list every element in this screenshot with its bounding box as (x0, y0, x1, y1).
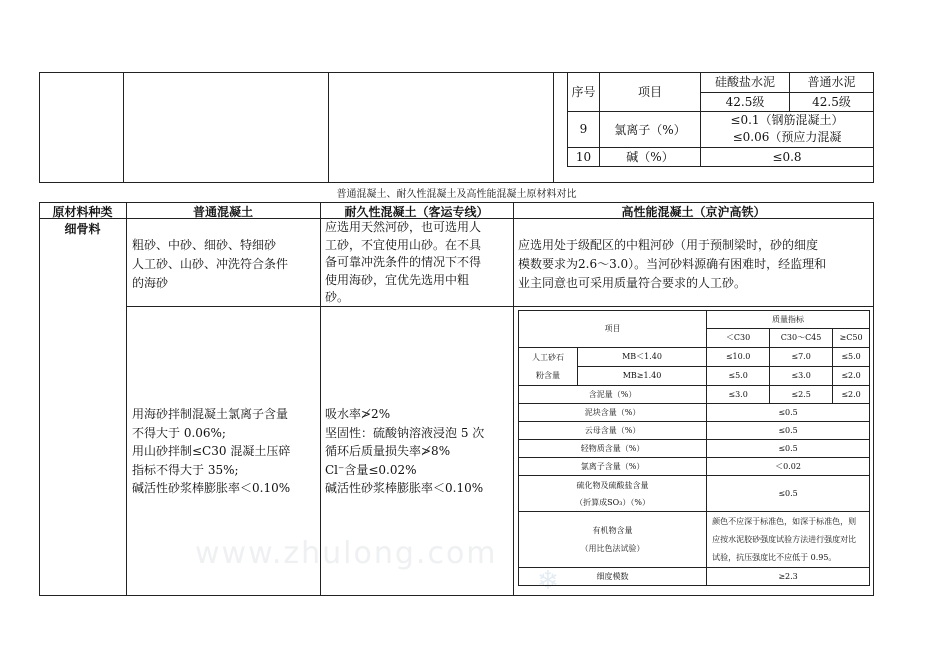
row9-value-line2: ≤0.06（预应力混凝 (732, 130, 842, 144)
category-fine-aggregate: 细骨料 (64, 222, 101, 236)
cell-header-cement-a: 硅酸盐水泥 (701, 72, 790, 92)
normal-row1-text: 粗砂、中砂、细砂、特细砂 人工砂、山砂、冲洗符合条件 的海砂 (132, 238, 289, 290)
qt-powder-label: 人工砂石 粉含量 (519, 348, 578, 386)
header-normal-concrete: 普通混凝土 (192, 205, 253, 219)
normal-row2-text: 用海砂拌制混凝土氯离子含量 不得大于 0.06%; 用山砂拌制≤C30 混凝土压碎 指标不得大于 35%; 碱活性砂浆棒膨胀率＜0.10% (132, 407, 291, 495)
qt-fineness-label: 细度模数 (519, 568, 707, 586)
header-high-performance-concrete: 高性能混凝土（京沪高铁） (621, 205, 766, 219)
watermark: www.zhulong.com (195, 536, 498, 571)
quality-table (518, 310, 870, 586)
cell-row9-value (701, 111, 874, 147)
table-caption: 普通混凝土、耐久性混凝土及高性能混凝土原材料对比 (336, 189, 577, 200)
qt-sulfide-value: ≤0.5 (707, 476, 870, 512)
qt-mb-high-v2: ≤3.0 (770, 367, 833, 386)
top-fragment-divider (553, 72, 554, 183)
qt-grade-low: ＜C30 (707, 329, 770, 348)
cell-row9-no: 9 (568, 111, 600, 147)
qt-sulfide-label: 硫化物及硫酸盐含量 （折算成SO₃）（%） (519, 476, 707, 512)
durable-row1-text: 应选用天然河砂，也可选用人 工砂，不宜使用山砂。在不具 备可靠冲洗条件的情况下不得 使用海砂，宜优先选用中粗 砂。 (325, 220, 482, 304)
qt-grade-high: ≥C50 (833, 329, 870, 348)
cell-row10-no: 10 (568, 147, 600, 166)
durable-row2-text: 吸水率≯2% 坚固性：硫酸钠溶液浸泡 5 次 循环后质量损失率≯8% Cl⁻含量≤0.02% 碱活性砂浆棒膨胀率＜0.10% (325, 407, 485, 495)
cell-grade-b: 42.5级 (790, 92, 874, 111)
cell-grade-a: 42.5级 (701, 92, 790, 111)
qt-mb-low-v3: ≤5.0 (833, 348, 870, 367)
qt-header-quality: 质量指标 (707, 311, 870, 329)
qt-mica-label: 云母含量（%） (519, 422, 707, 440)
qt-mud-v3: ≤2.0 (833, 386, 870, 404)
qt-mud-label: 含泥量（%） (519, 386, 707, 404)
col-divider-3 (513, 202, 514, 596)
qt-grade-mid: C30～C45 (770, 329, 833, 348)
qt-fineness-value: ≥2.3 (707, 568, 870, 586)
qt-mb-low-v1: ≤10.0 (707, 348, 770, 367)
cell-header-item: 项目 (600, 72, 701, 111)
qt-light-value: ≤0.5 (707, 440, 870, 458)
cell-header-cement-b: 普通水泥 (790, 72, 874, 92)
cell-row10-item: 碱（%） (600, 147, 701, 166)
watermark-snowflake-icon: ❄ (537, 566, 559, 596)
qt-mica-value: ≤0.5 (707, 422, 870, 440)
qt-mud-v2: ≤2.5 (770, 386, 833, 404)
header-material-type: 原材料种类 (52, 205, 113, 219)
qt-clay-label: 泥块含量（%） (519, 404, 707, 422)
cell-row10-value: ≤0.8 (701, 147, 874, 166)
row9-value-line1: ≤0.1（钢筋混凝土） (730, 113, 844, 127)
top-fragment-divider (123, 72, 124, 183)
qt-clay-value: ≤0.5 (707, 404, 870, 422)
header-durable-concrete: 耐久性混凝土（客运专线） (344, 205, 489, 219)
qt-chloride-label: 氯离子含量（%） (519, 458, 707, 476)
qt-mb-high-v1: ≤5.0 (707, 367, 770, 386)
qt-light-label: 轻物质含量（%） (519, 440, 707, 458)
qt-header-item: 项目 (519, 311, 707, 348)
hp-row1-text: 应选用处于级配区的中粗河砂（用于预制梁时，砂的细度 模数要求为2.6～3.0）。当河砂料源确有困难时，经监理和 业主同意也可采用质量符合要求的人工砂。 (518, 238, 827, 290)
qt-mb-high-v3: ≤2.0 (833, 367, 870, 386)
col-divider-1 (126, 202, 127, 596)
cell-row9-item: 氯离子（%） (600, 111, 701, 147)
cement-table (567, 72, 874, 167)
qt-mud-v1: ≤3.0 (707, 386, 770, 404)
qt-organic-text: 颜色不应深于标准色，如深于标准色，则 应按水泥胶砂强度试验方法进行强度对比 试验，抗压强度比不应低于 0.95。 (707, 512, 870, 568)
top-fragment-divider (328, 72, 329, 183)
qt-mb-high-label: MB≥1.40 (578, 367, 707, 386)
qt-mb-low-v2: ≤7.0 (770, 348, 833, 367)
cell-header-no: 序号 (568, 72, 600, 111)
qt-mb-low-label: MB＜1.40 (578, 348, 707, 367)
qt-organic-label: 有机物含量 （用比色法试验） (519, 512, 707, 568)
qt-chloride-value: ＜0.02 (707, 458, 870, 476)
